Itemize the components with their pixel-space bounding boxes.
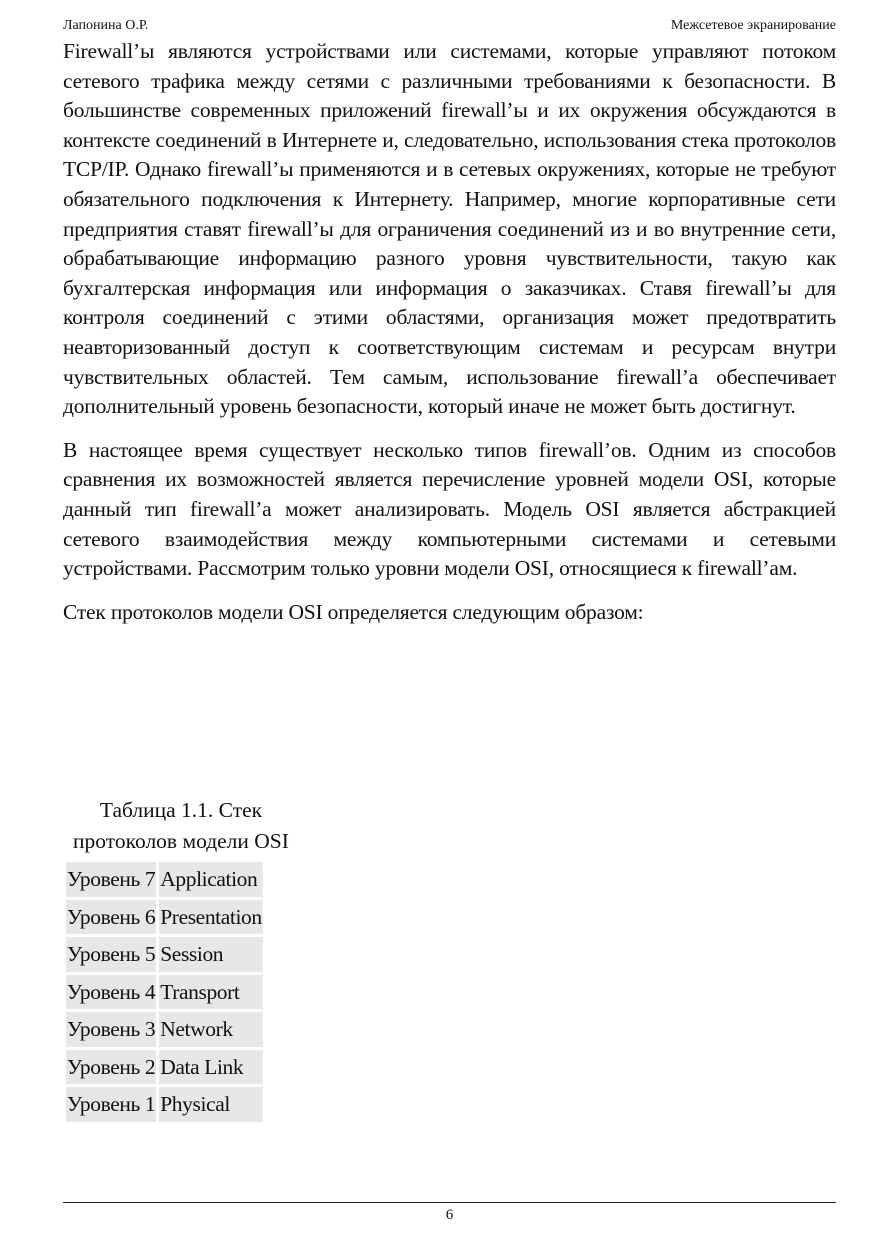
paragraph-osi-intro: Стек протоколов модели OSI определяется следующим образом:: [63, 599, 644, 624]
paragraph-firewall-definition: Firewall’ы являются устройствами или системами, которые управляют потоком сетевого трафика между сетями с различными требованиями к безопасности. В большинстве современных приложений firewall’ы и их окружения обсуждаются в контексте соединений в Интернете и, следовательно, использования стека протоколов TCP/IP. Однако firewall’ы применяются и в сетевых окружениях, которые не требуют обязательного подключения к Интернету. Например, многие корпоративные сети предприятия ставят firewall’ы для ограничения соединений из и во внутренние сети, обрабатывающие информацию разного уровня чувствительности, такую как бухгалтерская информация или информация о заказчиках. Ставя firewall’ы для контроля соединений с этими областями, организация может предотвратить неавторизованный доступ к соответствующим системам и ресурсам внутри чувствительных областей. Тем самым, использование firewall’a обеспечивает дополнительный уровень безопасности, который иначе не может быть достигнут.: [63, 39, 836, 419]
protocol-cell: Transport: [159, 975, 262, 1010]
table-row: [66, 1012, 263, 1047]
level-cell: Уровень 6: [66, 900, 156, 935]
table-row: [66, 937, 263, 972]
protocol-cell: Network: [159, 1012, 262, 1047]
table-row: [66, 975, 263, 1010]
level-cell: Уровень 4: [66, 975, 156, 1010]
table-caption: Таблица 1.1. Стек протоколов модели OSI: [73, 798, 289, 853]
level-cell: Уровень 5: [66, 937, 156, 972]
level-cell: Уровень 2: [66, 1050, 156, 1085]
document-body: [63, 37, 836, 627]
level-cell: Уровень 7: [66, 862, 156, 897]
table-row: [66, 900, 263, 935]
osi-table-block: [63, 795, 299, 1125]
header-author: Лапонина О.Р.: [63, 18, 149, 33]
protocol-cell: Session: [159, 937, 262, 972]
table-row: [66, 1087, 263, 1122]
protocol-cell: Presentation: [159, 900, 262, 935]
header-title: Межсетевое экранирование: [670, 18, 836, 33]
protocol-cell: Application: [159, 862, 262, 897]
table-row: [66, 862, 263, 897]
paragraph-firewall-types: В настоящее время существует несколько типов firewall’ов. Одним из способов сравнения их возможностей является перечисление уровней модели OSI, которые данный тип firewall’а может анализировать. Модель OSI является абстракцией сетевого взаимодействия между компьютерными системами и сетевыми устройствами. Рассмотрим только уровни модели OSI, относящиеся к firewall’ам.: [63, 437, 836, 581]
footer-divider: [63, 1202, 836, 1203]
level-cell: Уровень 1: [66, 1087, 156, 1122]
level-cell: Уровень 3: [66, 1012, 156, 1047]
table-row: [66, 1050, 263, 1085]
page-header: [63, 16, 836, 36]
page-number: 6: [445, 1207, 454, 1223]
protocol-cell: Physical: [159, 1087, 262, 1122]
osi-layers-table: [63, 859, 266, 1125]
protocol-cell: Data Link: [159, 1050, 262, 1085]
